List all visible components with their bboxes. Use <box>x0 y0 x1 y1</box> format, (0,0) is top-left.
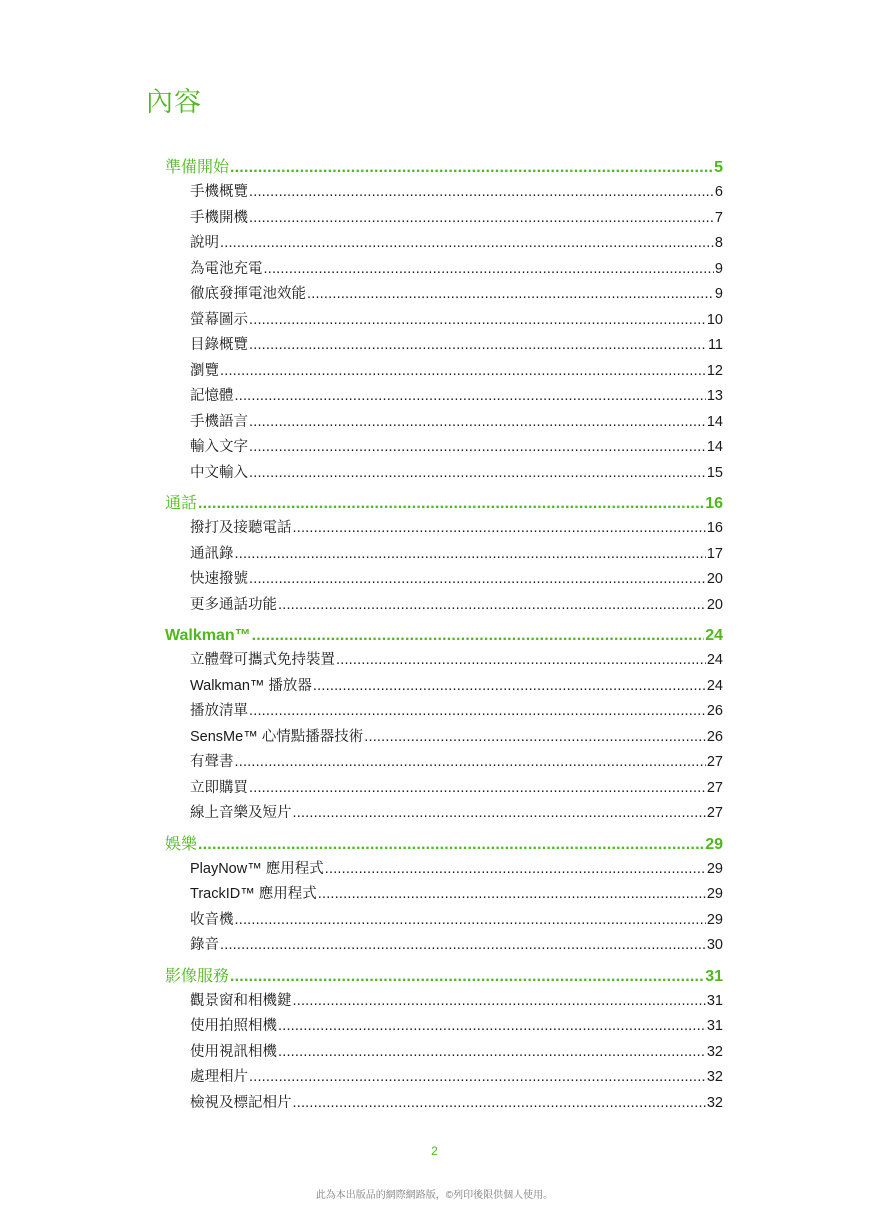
toc-entry-title: 螢幕圖示 <box>190 311 248 328</box>
toc-entry-link[interactable] <box>165 384 723 410</box>
toc-entry-title: 中文輸入 <box>190 464 248 481</box>
toc-section-page: 31 <box>705 967 723 985</box>
dot-leader <box>336 648 706 674</box>
toc-entry-link[interactable] <box>165 1014 723 1040</box>
dot-leader <box>249 1065 706 1091</box>
dot-leader <box>293 516 706 542</box>
dot-leader <box>278 1040 706 1066</box>
dot-leader <box>220 933 706 959</box>
toc-section-page: 16 <box>705 495 723 512</box>
dot-leader <box>249 308 706 334</box>
toc-entry-title: 為電池充電 <box>190 260 263 277</box>
page-title: 內容 <box>146 87 202 117</box>
toc-entry-title: 快速撥號 <box>190 571 248 587</box>
toc-entry-link[interactable] <box>165 282 723 308</box>
toc-section-page: 5 <box>714 159 723 176</box>
toc-entry-title: 使用視訊相機 <box>190 1043 277 1060</box>
dot-leader <box>318 882 706 908</box>
toc-section-title: 準備開始 <box>165 159 230 176</box>
toc-entry-page: 29 <box>706 860 723 877</box>
toc-entry-title: 有聲書 <box>190 754 234 770</box>
toc-section-title: 娛樂 <box>165 835 198 853</box>
toc-entry-link[interactable] <box>165 206 723 232</box>
dot-leader <box>249 333 707 359</box>
toc-entry-page: 29 <box>706 911 723 928</box>
toc-section-title: 通話 <box>165 495 198 512</box>
toc-entry-page: 6 <box>714 184 723 200</box>
toc-entry-title: 觀景窗和相機鍵 <box>190 992 292 1009</box>
dot-leader <box>235 908 706 934</box>
dot-leader <box>198 491 704 516</box>
toc-entry-link[interactable] <box>165 359 723 385</box>
toc-entry-link[interactable] <box>165 180 723 206</box>
dot-leader <box>313 674 706 700</box>
toc-entry-link[interactable] <box>165 882 723 908</box>
toc-entry-title: Walkman™ 播放器 <box>190 677 312 694</box>
toc-entry-page: 9 <box>714 286 723 302</box>
toc-entry-page: 12 <box>706 362 723 379</box>
toc-entry-link[interactable] <box>165 542 723 568</box>
toc-entry-page: 32 <box>706 1094 723 1111</box>
toc-entry-link[interactable] <box>165 933 723 959</box>
footer-note: 此為本出版品的網際網路版，©列印後限供個人使用。 <box>315 1190 554 1201</box>
toc-section-page: 29 <box>705 835 723 853</box>
toc-entry-page: 11 <box>707 337 723 353</box>
dot-leader <box>220 231 714 257</box>
toc-section-link[interactable] <box>165 155 723 180</box>
toc-entry-link[interactable] <box>165 1065 723 1091</box>
dot-leader <box>235 384 706 410</box>
toc-entry-link[interactable] <box>165 857 723 883</box>
toc-entry-link[interactable] <box>165 257 723 283</box>
dot-leader <box>278 1014 706 1040</box>
toc-section-title: Walkman™ <box>165 627 251 644</box>
dot-leader <box>198 832 704 857</box>
table-of-contents <box>165 155 723 1116</box>
toc-entry-page: 20 <box>706 596 723 613</box>
toc-entry-link[interactable] <box>165 461 723 487</box>
toc-entry-page: 30 <box>706 937 723 953</box>
dot-leader <box>230 155 713 180</box>
dot-leader <box>249 567 706 593</box>
toc-entry-link[interactable] <box>165 231 723 257</box>
toc-entry-title: 輸入文字 <box>190 439 248 455</box>
toc-entry-title: 手機開機 <box>190 209 248 226</box>
dot-leader <box>249 410 706 436</box>
toc-entry-link[interactable] <box>165 699 723 725</box>
toc-entry-page: 13 <box>706 388 723 404</box>
dot-leader <box>230 964 704 989</box>
toc-entry-title: 錄音 <box>190 937 219 953</box>
toc-entry-page: 26 <box>706 728 723 745</box>
toc-entry-link[interactable] <box>165 410 723 436</box>
toc-entry-page: 29 <box>706 886 723 902</box>
toc-section-page: 24 <box>705 627 723 644</box>
dot-leader <box>220 359 706 385</box>
toc-entry-title: 說明 <box>190 235 219 251</box>
dot-leader <box>249 180 714 206</box>
toc-entry-title: 通訊錄 <box>190 545 234 562</box>
toc-entry-title: 手機概覽 <box>190 184 248 200</box>
toc-entry-page: 15 <box>706 464 723 481</box>
dot-leader <box>264 257 714 283</box>
toc-entry-title: 記憶體 <box>190 388 234 404</box>
toc-entry-page: 20 <box>706 571 723 587</box>
toc-entry-title: 檢視及標記相片 <box>190 1094 292 1111</box>
toc-entry-link[interactable] <box>165 333 723 359</box>
toc-entry-link[interactable] <box>165 801 723 827</box>
toc-entry-title: 撥打及接聽電話 <box>190 520 292 536</box>
dot-leader <box>325 857 706 883</box>
toc-entry-link[interactable] <box>165 908 723 934</box>
toc-entry-link[interactable] <box>165 674 723 700</box>
dot-leader <box>249 461 706 487</box>
toc-entry-link[interactable] <box>165 1091 723 1117</box>
dot-leader <box>249 699 706 725</box>
dot-leader <box>364 725 706 751</box>
toc-entry-title: SensMe™ 心情點播器技術 <box>190 728 364 745</box>
toc-section-link[interactable] <box>165 623 723 648</box>
toc-section-title: 影像服務 <box>165 967 230 985</box>
toc-entry-title: 目錄概覽 <box>190 337 248 353</box>
dot-leader <box>249 206 714 232</box>
toc-entry-page: 31 <box>706 992 723 1009</box>
dot-leader <box>293 801 706 827</box>
toc-entry-link[interactable] <box>165 308 723 334</box>
dot-leader <box>235 750 706 776</box>
toc-entry-link[interactable] <box>165 567 723 593</box>
toc-entry-page: 7 <box>714 209 723 226</box>
toc-entry-page: 24 <box>706 677 723 694</box>
toc-entry-page: 27 <box>706 779 723 796</box>
dot-leader <box>278 593 706 619</box>
dot-leader <box>293 989 706 1015</box>
toc-entry-page: 27 <box>706 805 723 821</box>
toc-entry-page: 27 <box>706 754 723 770</box>
toc-entry-title: 手機語言 <box>190 413 248 430</box>
toc-entry-link[interactable] <box>165 725 723 751</box>
toc-entry-page: 16 <box>706 520 723 536</box>
toc-entry-link[interactable] <box>165 648 723 674</box>
toc-entry-page: 26 <box>706 703 723 719</box>
toc-entry-title: 處理相片 <box>190 1069 248 1085</box>
page-number: 2 <box>431 1144 438 1158</box>
toc-entry-page: 32 <box>706 1069 723 1085</box>
toc-entry-page: 9 <box>714 260 723 277</box>
dot-leader <box>293 1091 706 1117</box>
toc-entry-title: 收音機 <box>190 911 234 928</box>
toc-entry-link[interactable] <box>165 516 723 542</box>
toc-entry-page: 10 <box>706 311 723 328</box>
toc-entry-title: TrackID™ 應用程式 <box>190 886 317 902</box>
dot-leader <box>252 623 705 648</box>
dot-leader <box>249 435 706 461</box>
dot-leader <box>249 776 706 802</box>
toc-entry-title: 立體聲可攜式免持裝置 <box>190 652 335 668</box>
toc-entry-page: 24 <box>706 652 723 668</box>
toc-entry-title: 播放清單 <box>190 703 248 719</box>
toc-entry-page: 14 <box>706 439 723 455</box>
toc-entry-title: 線上音樂及短片 <box>190 805 292 821</box>
dot-leader <box>235 542 706 568</box>
toc-entry-title: 徹底發揮電池效能 <box>190 286 306 302</box>
toc-entry-title: 更多通話功能 <box>190 596 277 613</box>
toc-section-link[interactable] <box>165 964 723 989</box>
toc-entry-page: 31 <box>706 1018 723 1034</box>
toc-entry-title: 立即購買 <box>190 779 248 796</box>
toc-entry-link[interactable] <box>165 989 723 1015</box>
toc-entry-title: 瀏覽 <box>190 362 219 379</box>
dot-leader <box>307 282 714 308</box>
toc-entry-title: PlayNow™ 應用程式 <box>190 860 324 877</box>
toc-entry-link[interactable] <box>165 776 723 802</box>
toc-entry-page: 32 <box>706 1043 723 1060</box>
toc-entry-page: 8 <box>714 235 723 251</box>
toc-entry-link[interactable] <box>165 1040 723 1066</box>
toc-section-link[interactable] <box>165 832 723 857</box>
toc-entry-page: 14 <box>706 413 723 430</box>
toc-section-link[interactable] <box>165 491 723 516</box>
toc-entry-link[interactable] <box>165 750 723 776</box>
toc-entry-title: 使用拍照相機 <box>190 1018 277 1034</box>
toc-entry-page: 17 <box>706 545 723 562</box>
toc-entry-link[interactable] <box>165 435 723 461</box>
toc-entry-link[interactable] <box>165 593 723 619</box>
